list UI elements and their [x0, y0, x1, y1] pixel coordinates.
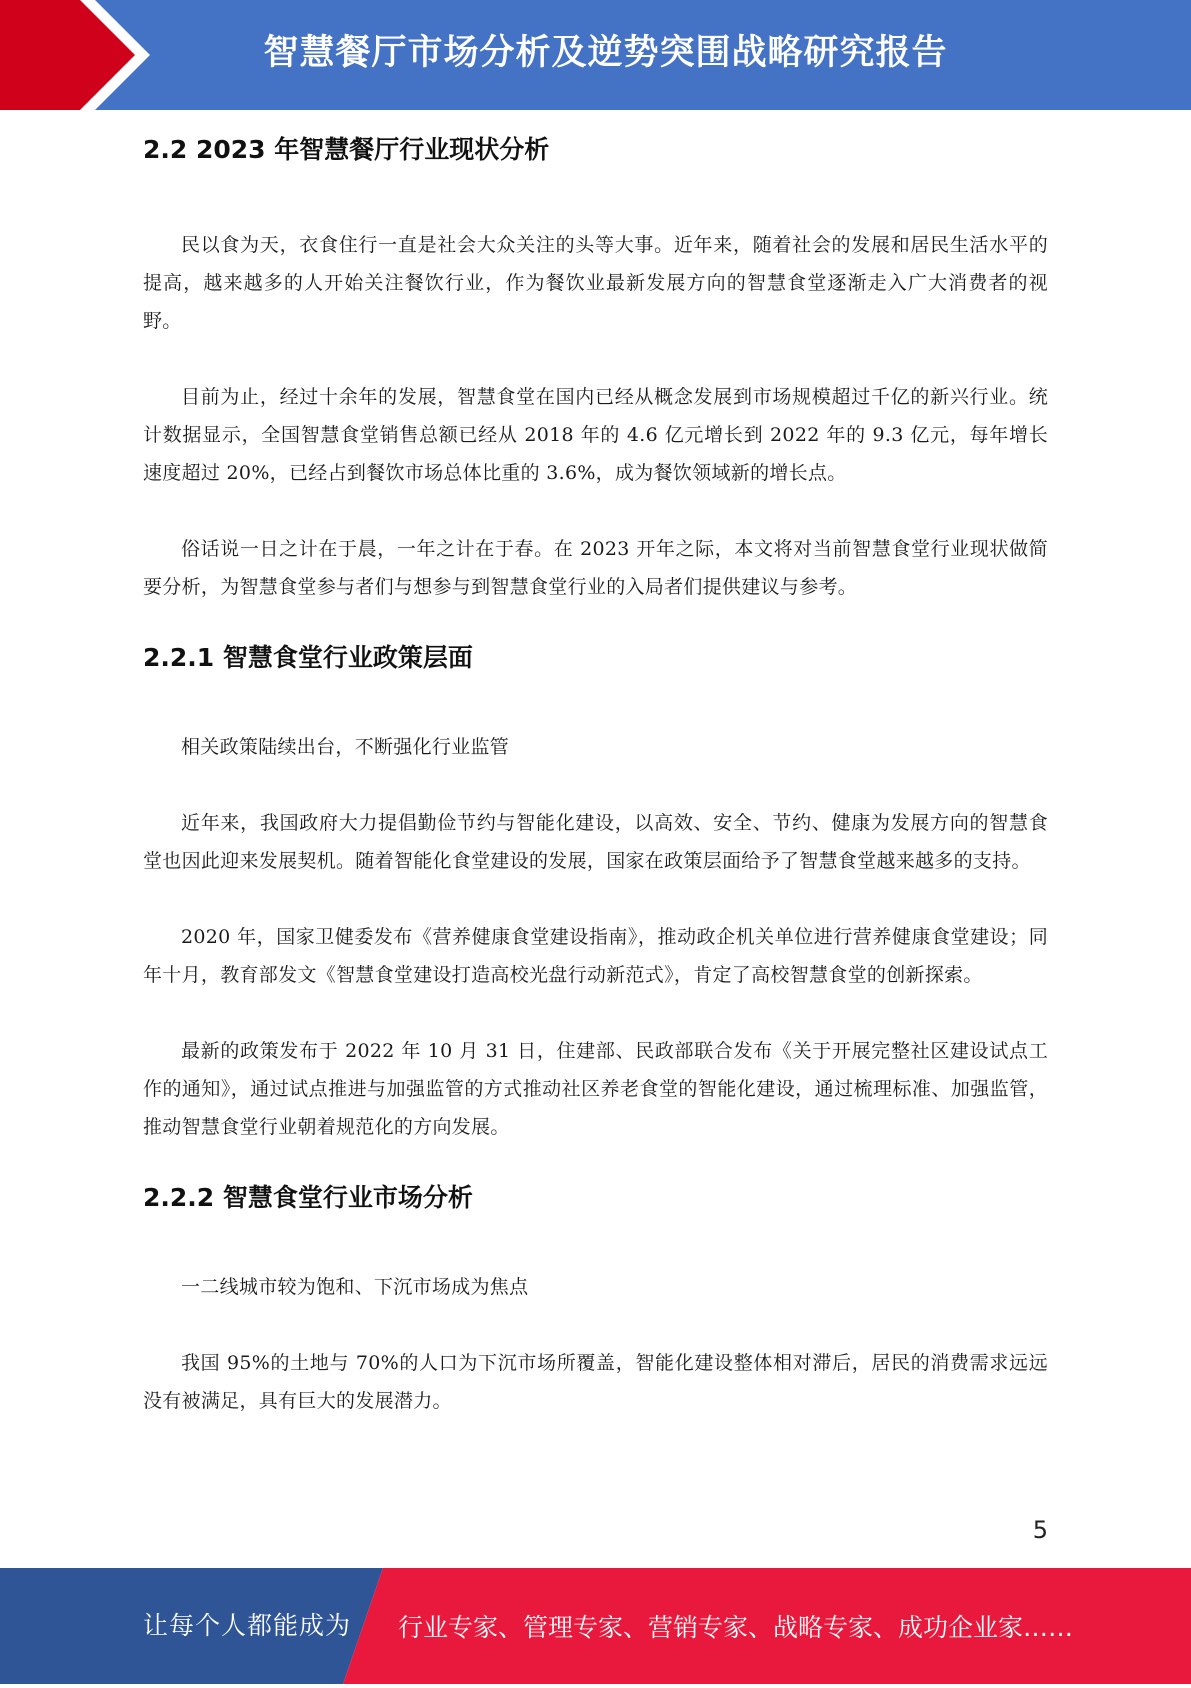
page-header	[0, 0, 1191, 110]
page-number: 5	[1032, 1516, 1048, 1544]
sub-heading-market: 一二线城市较为饱和、下沉市场成为焦点	[181, 1276, 529, 1298]
paragraph: 近年来，我国政府大力提倡勤俭节约与智能化建设，以高效、安全、节约、健康为发展方向的智慧食堂也因此迎来发展契机。随着智能化食堂建设的发展，国家在政策层面给予了智慧食堂越来越多的支持。	[143, 812, 1048, 872]
paragraph: 2020 年，国家卫健委发布《营养健康食堂建设指南》，推动政企机关单位进行营养健康食堂建设；同年十月，教育部发文《智慧食堂建设打造高校光盘行动新范式》，肯定了高校智慧食堂的创新探索。	[143, 926, 1048, 986]
report-title: 智慧餐厅市场分析及逆势突围战略研究报告	[263, 33, 948, 73]
section-heading-2-2-2: 2.2.2 智慧食堂行业市场分析	[143, 1183, 473, 1212]
sub-heading-policy: 相关政策陆续出台，不断强化行业监管	[181, 736, 510, 758]
paragraph: 最新的政策发布于 2022 年 10 月 31 日，住建部、民政部联合发布《关于开展完整社区建设试点工作的通知》，通过试点推进与加强监管的方式推动社区养老食堂的智能化建设，通过梳理标准、加强监管，推动智慧食堂行业朝着规范化的方向发展。	[143, 1040, 1048, 1138]
section-heading-2-2-1: 2.2.1 智慧食堂行业政策层面	[143, 643, 473, 672]
paragraph: 目前为止，经过十余年的发展，智慧食堂在国内已经从概念发展到市场规模超过千亿的新兴行业。统计数据显示，全国智慧食堂销售总额已经从 2018 年的 4.6 亿元增长到 2022 年的 9.3 亿元，每年增长速度超过 20%，已经占到餐饮市场总体比重的 3.6%，成为餐饮领域新的增长点。	[143, 386, 1048, 484]
page-body	[143, 128, 1048, 1420]
paragraph: 俗话说一日之计在于晨，一年之计在于春。在 2023 开年之际，本文将对当前智慧食堂行业现状做简要分析，为智慧食堂参与者们与想参与到智慧食堂行业的入局者们提供建议与参考。	[143, 538, 1048, 598]
section-heading-2-2: 2.2 2023 年智慧餐厅行业现状分析	[143, 135, 550, 164]
paragraph: 我国 95%的土地与 70%的人口为下沉市场所覆盖，智能化建设整体相对滞后，居民的消费需求远远没有被满足，具有巨大的发展潜力。	[143, 1352, 1048, 1412]
page-footer	[0, 1568, 1191, 1684]
footer-slogan-left: 让每个人都能成为	[143, 1611, 352, 1640]
paragraph: 民以食为天，衣食住行一直是社会大众关注的头等大事。近年来，随着社会的发展和居民生活水平的提高，越来越多的人开始关注餐饮行业，作为餐饮业最新发展方向的智慧食堂逐渐走入广大消费者的视野。	[143, 234, 1048, 332]
footer-slogan-right: 行业专家、管理专家、营销专家、战略专家、成功企业家……	[398, 1613, 1074, 1642]
